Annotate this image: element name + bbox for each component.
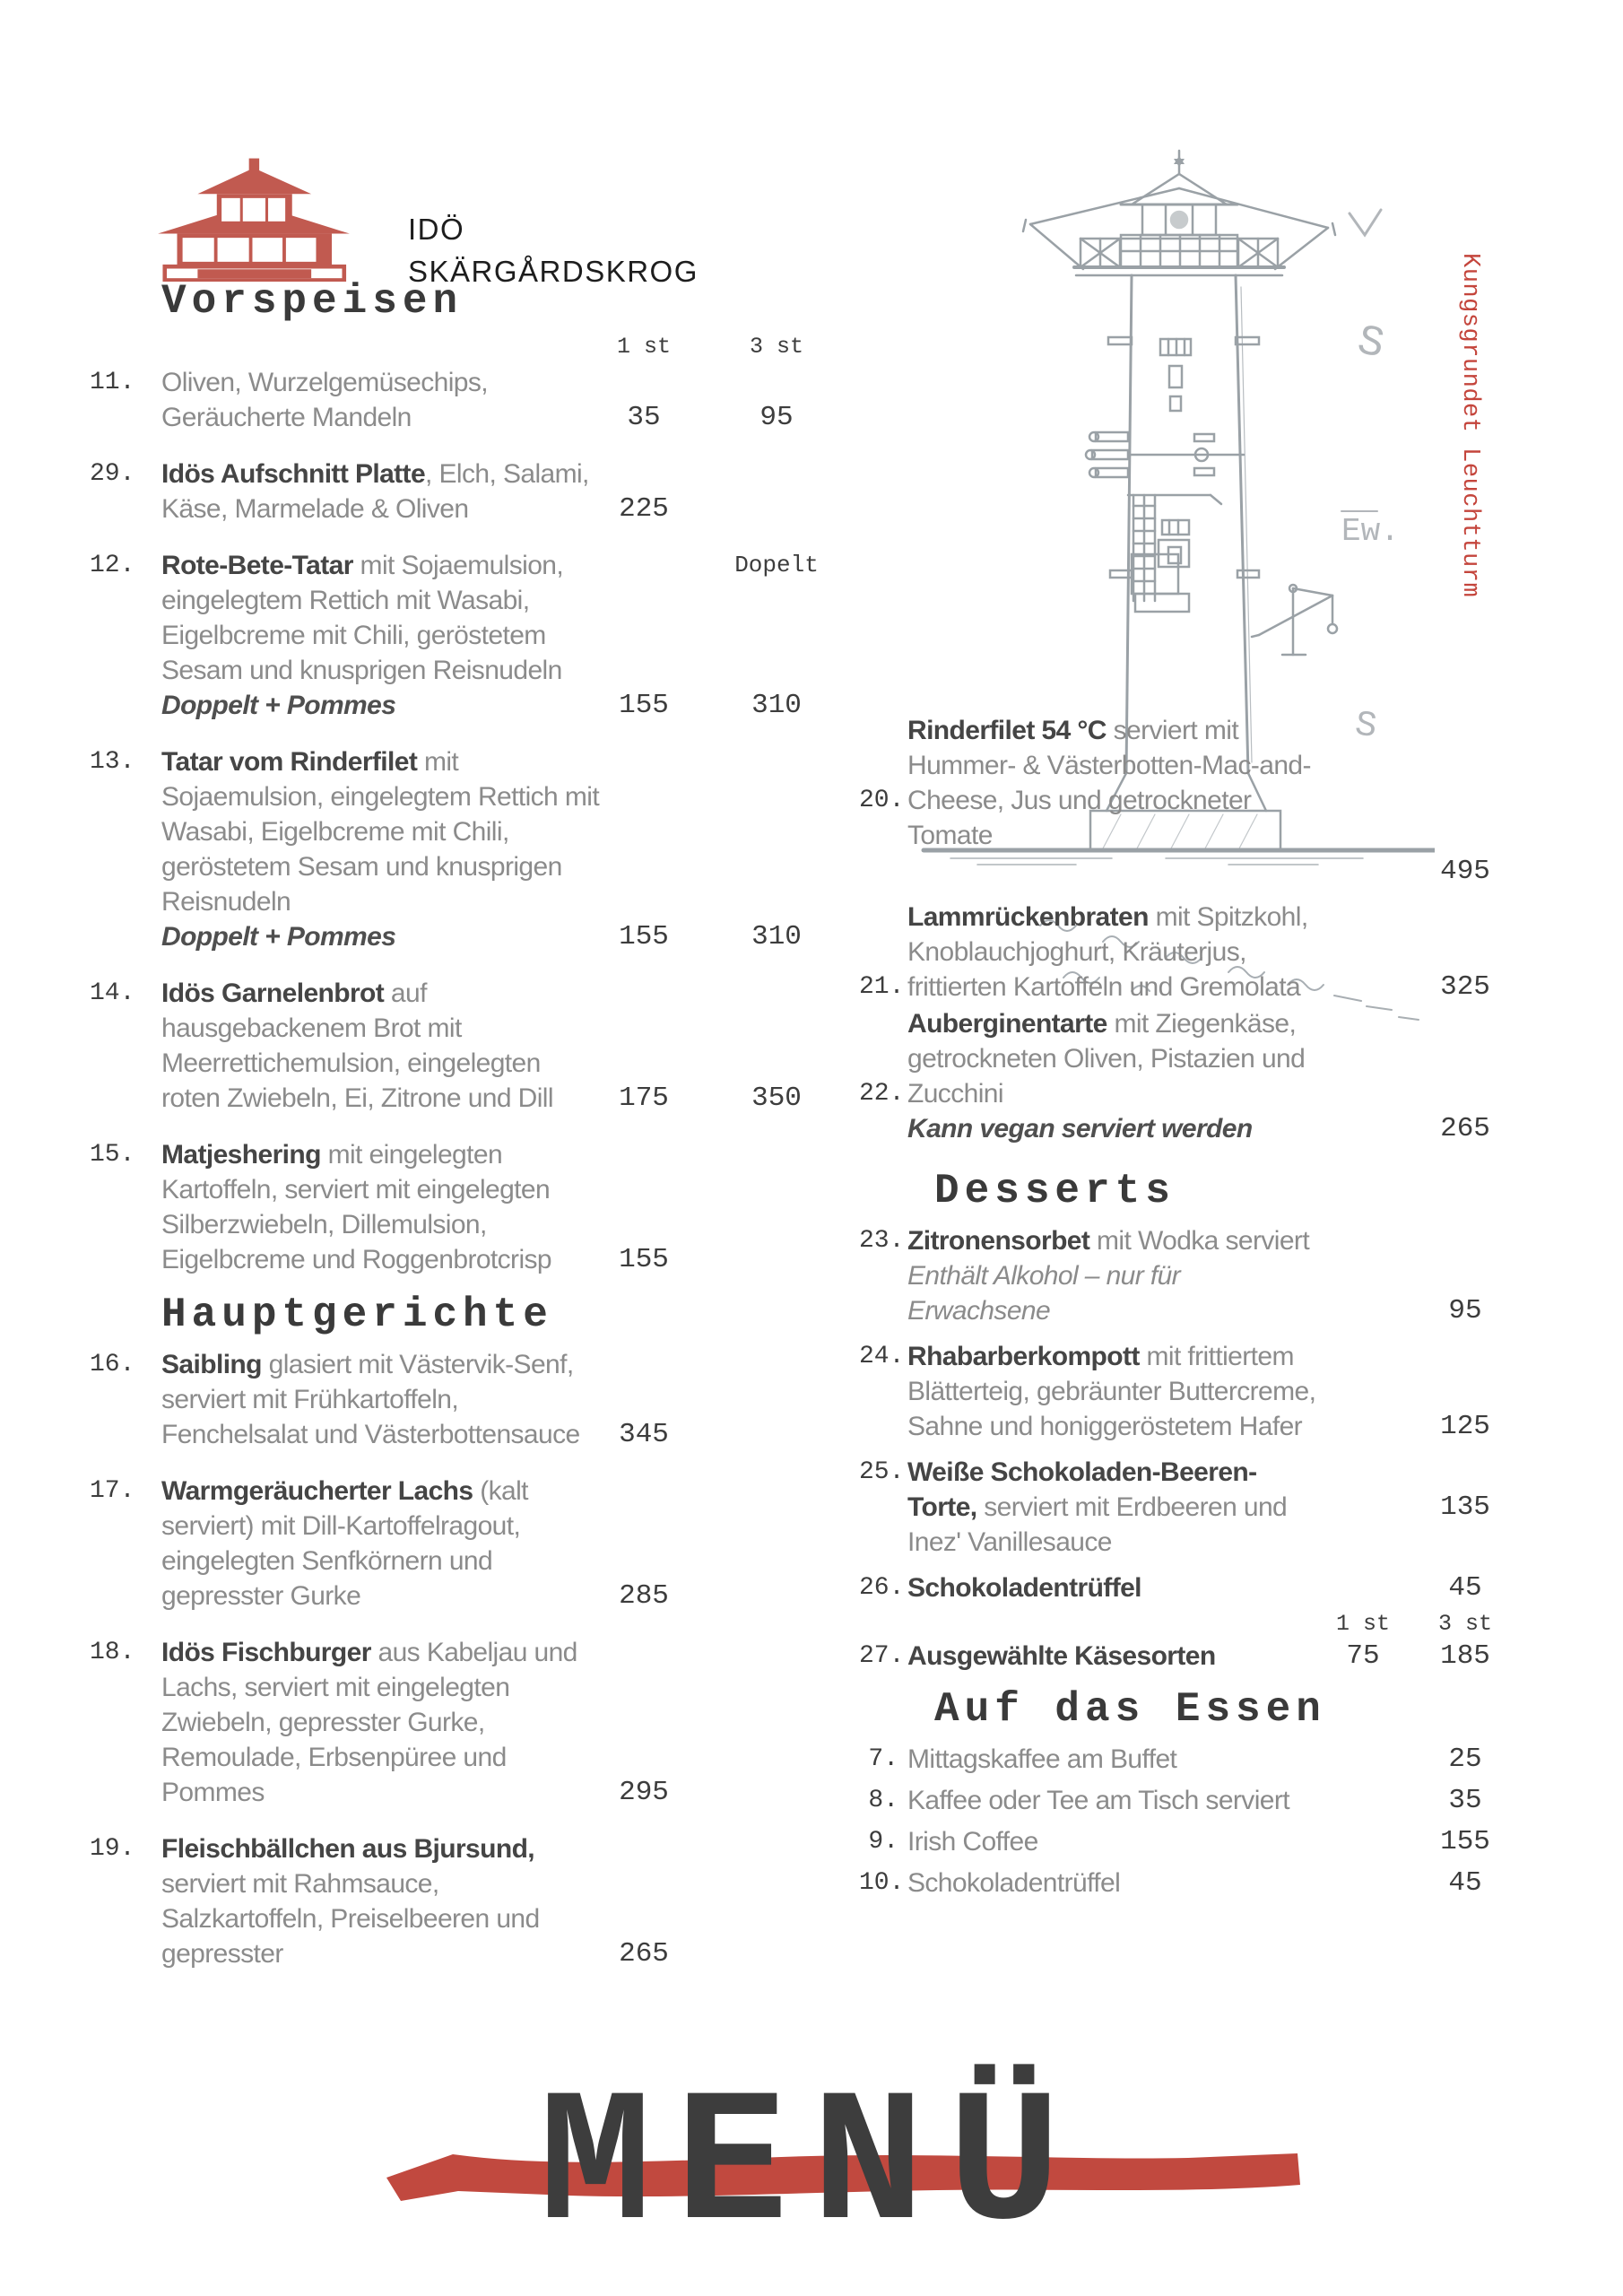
restaurant-logo bbox=[158, 154, 350, 282]
menu-item-row bbox=[90, 1347, 818, 1452]
item-number: 23. bbox=[859, 1227, 905, 1255]
item-price-1st bbox=[1320, 1866, 1406, 1900]
item-price-3st-value: 350 bbox=[751, 1083, 802, 1114]
item-description: , Elch, Salami, Käse, Marmelade & Oliven bbox=[161, 459, 589, 524]
item-price-1st bbox=[603, 1474, 685, 1613]
item-note: Enthält Alkohol – nur für Erwachsene bbox=[907, 1261, 1181, 1326]
menu-item-row bbox=[859, 1639, 1510, 1674]
item-text bbox=[161, 1137, 603, 1277]
item-number: 25. bbox=[859, 1458, 905, 1486]
item-description: serviert mit Erdbeeren und Inez' Vanillesauce bbox=[907, 1492, 1288, 1557]
item-number: 8. bbox=[868, 1787, 898, 1814]
item-description: Irish Coffee bbox=[907, 1827, 1038, 1857]
item-price-3st bbox=[1406, 1339, 1524, 1444]
item-description: serviert mit Hummer- & Västerbotten-Mac-and-Cheese, Jus und getrockneter Tomate bbox=[907, 716, 1311, 850]
item-name: Tatar vom Rinderfilet bbox=[161, 747, 418, 777]
menu-item-row bbox=[90, 1635, 818, 1810]
item-name: Schokoladentrüffel bbox=[907, 1573, 1141, 1603]
menu-item-row bbox=[859, 1742, 1510, 1777]
item-text bbox=[907, 900, 1320, 1004]
item-price-3st-value: 95 bbox=[759, 402, 794, 433]
item-price-3st-value: 95 bbox=[1448, 1295, 1482, 1326]
item-name: Rhabarberkompott bbox=[907, 1342, 1140, 1371]
item-price-1st-value: 175 bbox=[619, 1083, 669, 1114]
price-header-1st: 1 st bbox=[616, 334, 671, 360]
item-price-3st bbox=[1406, 1866, 1524, 1900]
item-description: mit Wodka serviert bbox=[1089, 1226, 1310, 1256]
item-price-3st-value: 325 bbox=[1440, 971, 1490, 1003]
item-description: Oliven, Wurzelgemüsechips, Geräucherte Mandeln bbox=[161, 368, 488, 432]
section-title-desserts: Desserts bbox=[934, 1168, 1176, 1214]
item-price-3st bbox=[735, 1635, 818, 1810]
item-price-1st-value: 345 bbox=[619, 1419, 669, 1450]
item-price-3st bbox=[1406, 1006, 1524, 1146]
item-note: Doppelt + Pommes bbox=[161, 922, 396, 952]
cheese-price-header-row bbox=[859, 1611, 1510, 1637]
menu-item-row bbox=[859, 1455, 1510, 1560]
cheese-price-header-3st: 3 st bbox=[1437, 1611, 1492, 1637]
item-text bbox=[907, 1783, 1320, 1818]
item-price-1st-value: 75 bbox=[1346, 1640, 1380, 1672]
item-number: 7. bbox=[868, 1745, 898, 1773]
item-name: Lammrückenbraten bbox=[907, 902, 1149, 932]
item-price-3st bbox=[735, 1474, 818, 1613]
item-description: mit Spitzkohl, Knoblauchjoghurt, Kräuterjus, frittierten Kartoffeln und Gremolata bbox=[907, 902, 1308, 1002]
item-description: mit eingelegten Kartoffeln, serviert mit eingelegten Silberzwiebeln, Dillemulsion, Eigelbcreme und Roggenbrotcrisp bbox=[161, 1140, 551, 1274]
item-price-3st-label: Dopelt bbox=[734, 552, 819, 578]
item-description: Schokoladentrüffel bbox=[907, 1868, 1121, 1898]
item-number: 18. bbox=[90, 1639, 135, 1666]
item-price-1st bbox=[603, 1137, 685, 1277]
item-name: Weiße Schokoladen-Beeren-Torte, bbox=[907, 1457, 1257, 1522]
cheese-price-header-1st: 1 st bbox=[1335, 1611, 1390, 1637]
item-name: Idös Fischburger bbox=[161, 1638, 371, 1667]
item-price-3st bbox=[735, 457, 818, 526]
item-text bbox=[907, 1570, 1320, 1605]
item-price-1st bbox=[1320, 1339, 1406, 1444]
section-hauptgerichte-right bbox=[859, 713, 1510, 1148]
item-number: 13. bbox=[90, 748, 135, 776]
item-text bbox=[907, 1006, 1320, 1146]
menu-item-row bbox=[90, 1137, 818, 1277]
item-price-3st bbox=[1406, 1223, 1524, 1328]
item-text bbox=[161, 976, 603, 1116]
item-price-3st bbox=[1406, 1824, 1524, 1859]
menu-item-row bbox=[859, 1824, 1510, 1859]
auf-das-essen-list bbox=[859, 1742, 1510, 1900]
menu-item-row bbox=[859, 1570, 1510, 1605]
menu-item-row bbox=[90, 365, 818, 435]
item-description: (kalt serviert) mit Dill-Kartoffelragout, eingelegten Senfkörnern und gepresster Gurke bbox=[161, 1476, 528, 1611]
menu-item-row bbox=[859, 1223, 1510, 1328]
item-text bbox=[161, 457, 603, 526]
item-price-1st-value: 295 bbox=[619, 1777, 669, 1808]
item-description: aus Kabeljau und Lachs, serviert mit eingelegten Zwiebeln, gepresster Gurke, Remoulade, Erbsenpüree und Pommes bbox=[161, 1638, 577, 1807]
item-text bbox=[161, 1474, 603, 1613]
section-hauptgerichte bbox=[90, 1290, 818, 1993]
item-price-3st bbox=[735, 976, 818, 1116]
item-number: 26. bbox=[859, 1574, 905, 1602]
item-name: Auberginentarte bbox=[907, 1009, 1107, 1039]
item-price-3st bbox=[735, 1137, 818, 1277]
item-number: 21. bbox=[859, 973, 905, 1001]
item-price-1st bbox=[1320, 1783, 1406, 1818]
item-number: 14. bbox=[90, 979, 135, 1007]
sketch-mark-ew: Ew. bbox=[1341, 513, 1400, 550]
menu-item-row bbox=[859, 713, 1510, 887]
item-note: Kann vegan serviert werden bbox=[907, 1114, 1253, 1144]
item-price-3st-value: 45 bbox=[1448, 1572, 1482, 1604]
item-description: serviert mit Rahmsauce, Salzkartoffeln, Preiselbeeren und gepresster bbox=[161, 1869, 540, 1969]
item-name: Idös Aufschnitt Platte bbox=[161, 459, 426, 489]
item-text bbox=[907, 1639, 1320, 1674]
item-text bbox=[907, 1742, 1320, 1777]
item-price-1st bbox=[1320, 1742, 1406, 1777]
section-vorspeisen bbox=[90, 276, 818, 1299]
item-price-3st-value: 125 bbox=[1440, 1411, 1490, 1442]
lighthouse-caption-vertical: Kungsgrundet Leuchtturm bbox=[1456, 253, 1483, 598]
item-name: Matjeshering bbox=[161, 1140, 321, 1170]
item-name: Zitronensorbet bbox=[907, 1226, 1090, 1256]
item-description: mit Ziegenkäse, getrockneten Oliven, Pistazien und Zucchini bbox=[907, 1009, 1306, 1109]
restaurant-name-line1: IDÖ bbox=[408, 213, 465, 246]
item-description: mit frittiertem Blätterteig, gebräunter Buttercreme, Sahne und honiggeröstetem Hafer bbox=[907, 1342, 1316, 1441]
item-description: mit Sojaemulsion, eingelegtem Rettich mit Wasabi, Eigelbcreme mit Chili, geröstetem Sesam und knusprigen Reisnudeln bbox=[161, 551, 564, 685]
item-text bbox=[161, 1635, 603, 1810]
item-price-3st bbox=[1406, 1783, 1524, 1818]
item-description: Kaffee oder Tee am Tisch serviert bbox=[907, 1786, 1289, 1815]
item-number: 24. bbox=[859, 1343, 905, 1370]
price-header-3st: 3 st bbox=[749, 334, 803, 360]
item-text bbox=[161, 365, 603, 435]
item-text bbox=[907, 1223, 1320, 1328]
item-price-3st bbox=[735, 744, 818, 954]
item-text bbox=[907, 1339, 1320, 1444]
item-text bbox=[161, 1831, 603, 1971]
menu-item-row bbox=[859, 1339, 1510, 1444]
item-description: mit Sojaemulsion, eingelegtem Rettich mit Wasabi, Eigelbcreme mit Chili, geröstetem Sesam und knusprigen Reisnudeln bbox=[161, 747, 600, 917]
item-price-1st-value: 285 bbox=[619, 1580, 669, 1612]
vorspeisen-list bbox=[90, 365, 818, 1277]
item-price-1st bbox=[603, 1831, 685, 1971]
section-auf-das-essen bbox=[859, 1684, 1510, 1907]
sketch-mark-s-lower: S bbox=[1352, 705, 1380, 749]
item-price-3st bbox=[735, 365, 818, 435]
item-price-3st bbox=[735, 548, 818, 723]
item-price-1st-value: 155 bbox=[619, 921, 669, 952]
item-number: 16. bbox=[90, 1351, 135, 1378]
menu-item-row bbox=[90, 976, 818, 1116]
item-price-1st bbox=[603, 744, 685, 954]
menu-item-row bbox=[90, 1831, 818, 1971]
item-price-3st-value: 155 bbox=[1440, 1826, 1490, 1857]
item-price-1st bbox=[603, 365, 685, 435]
item-price-3st-value: 185 bbox=[1440, 1640, 1490, 1672]
menu-item-row bbox=[859, 1783, 1510, 1818]
item-price-3st-value: 310 bbox=[751, 690, 802, 721]
item-text bbox=[907, 713, 1320, 853]
item-number: 11. bbox=[90, 369, 135, 396]
item-price-3st bbox=[1406, 1570, 1524, 1605]
hauptgerichte-right-list bbox=[859, 713, 1510, 1146]
item-price-3st bbox=[1406, 1455, 1524, 1560]
item-price-1st bbox=[1320, 1824, 1406, 1859]
price-header-row bbox=[90, 334, 818, 360]
item-price-1st bbox=[1320, 1006, 1406, 1146]
item-description: auf hausgebackenem Brot mit Meerrettichemulsion, eingelegten roten Zwiebeln, Ei, Zitrone und Dill bbox=[161, 978, 553, 1113]
item-price-1st-value: 265 bbox=[619, 1938, 669, 1970]
item-price-1st bbox=[1320, 1570, 1406, 1605]
item-price-3st bbox=[1406, 1639, 1524, 1674]
item-price-1st-value: 155 bbox=[619, 1244, 669, 1275]
section-desserts bbox=[859, 1166, 1510, 1684]
item-name: Rinderfilet 54 °C bbox=[907, 716, 1107, 745]
item-price-3st bbox=[1406, 1742, 1524, 1777]
item-price-1st bbox=[603, 1347, 685, 1452]
menu-item-row bbox=[90, 548, 818, 723]
item-number: 17. bbox=[90, 1477, 135, 1505]
item-price-3st bbox=[735, 1831, 818, 1971]
item-price-1st bbox=[603, 548, 685, 723]
item-text bbox=[161, 548, 603, 723]
item-text bbox=[907, 1455, 1320, 1560]
item-name: Idös Garnelenbrot bbox=[161, 978, 385, 1008]
item-number: 22. bbox=[859, 1080, 905, 1108]
item-number: 10. bbox=[859, 1869, 905, 1897]
item-name: Saibling bbox=[161, 1350, 262, 1379]
menu-item-row bbox=[90, 457, 818, 526]
item-price-3st-value: 495 bbox=[1440, 856, 1490, 887]
item-number: 15. bbox=[90, 1141, 135, 1169]
item-price-1st bbox=[603, 976, 685, 1116]
section-title-auf-das-essen: Auf das Essen bbox=[934, 1686, 1326, 1733]
item-price-3st bbox=[735, 1347, 818, 1452]
item-price-3st bbox=[1406, 900, 1524, 1004]
item-number: 27. bbox=[859, 1642, 905, 1670]
item-description: glasiert mit Västervik-Senf, serviert mit Frühkartoffeln, Fenchelsalat und Västerbottensauce bbox=[161, 1350, 580, 1449]
item-price-3st-value: 35 bbox=[1448, 1785, 1482, 1816]
menu-item-row bbox=[859, 1006, 1510, 1146]
item-price-1st-value: 155 bbox=[619, 690, 669, 721]
section-title-hauptgerichte: Hauptgerichte bbox=[161, 1292, 553, 1338]
item-text bbox=[161, 1347, 603, 1452]
hauptgerichte-list bbox=[90, 1347, 818, 1971]
item-price-3st-value: 25 bbox=[1448, 1744, 1482, 1775]
item-name: Warmgeräucherter Lachs bbox=[161, 1476, 473, 1506]
item-price-1st bbox=[1320, 1455, 1406, 1560]
desserts-list bbox=[859, 1223, 1510, 1605]
sketch-mark-s-upper: S bbox=[1352, 317, 1389, 370]
item-price-3st bbox=[1406, 749, 1524, 889]
menu-item-row bbox=[859, 900, 1510, 1004]
item-price-3st-value: 310 bbox=[751, 921, 802, 952]
item-price-1st bbox=[1320, 900, 1406, 1004]
item-number: 12. bbox=[90, 552, 135, 579]
item-price-1st bbox=[603, 457, 685, 526]
item-note: Doppelt + Pommes bbox=[161, 691, 396, 720]
item-price-1st bbox=[1320, 713, 1406, 853]
item-price-3st-value: 265 bbox=[1440, 1113, 1490, 1144]
menu-item-row bbox=[859, 1866, 1510, 1900]
item-price-1st-value: 35 bbox=[627, 402, 661, 433]
item-price-1st bbox=[1320, 1223, 1406, 1328]
item-name: Ausgewählte Käsesorten bbox=[907, 1641, 1216, 1671]
item-price-3st-value: 135 bbox=[1440, 1492, 1490, 1523]
item-price-3st-value: 45 bbox=[1448, 1867, 1482, 1899]
menu-item-row bbox=[90, 744, 818, 954]
item-number: 9. bbox=[868, 1828, 898, 1856]
item-number: 19. bbox=[90, 1835, 135, 1863]
item-number: 20. bbox=[859, 787, 905, 814]
section-title-vorspeisen: Vorspeisen bbox=[161, 278, 464, 325]
item-price-1st bbox=[603, 1635, 685, 1810]
item-name: Rote-Bete-Tatar bbox=[161, 551, 353, 580]
menu-item-row bbox=[90, 1474, 818, 1613]
item-number: 29. bbox=[90, 460, 135, 488]
item-text bbox=[907, 1866, 1320, 1900]
item-text bbox=[907, 1824, 1320, 1859]
item-text bbox=[161, 744, 603, 954]
item-name: Fleischbällchen aus Bjursund, bbox=[161, 1834, 535, 1864]
menu-title-word: MENÜ bbox=[538, 2061, 1085, 2274]
restaurant-name-line2: SKÄRGÅRDSKROG bbox=[408, 255, 699, 288]
item-price-1st bbox=[1320, 1639, 1406, 1674]
item-price-1st-value: 225 bbox=[619, 493, 669, 525]
item-description: Mittagskaffee am Buffet bbox=[907, 1744, 1177, 1774]
cheese-list bbox=[859, 1639, 1510, 1674]
